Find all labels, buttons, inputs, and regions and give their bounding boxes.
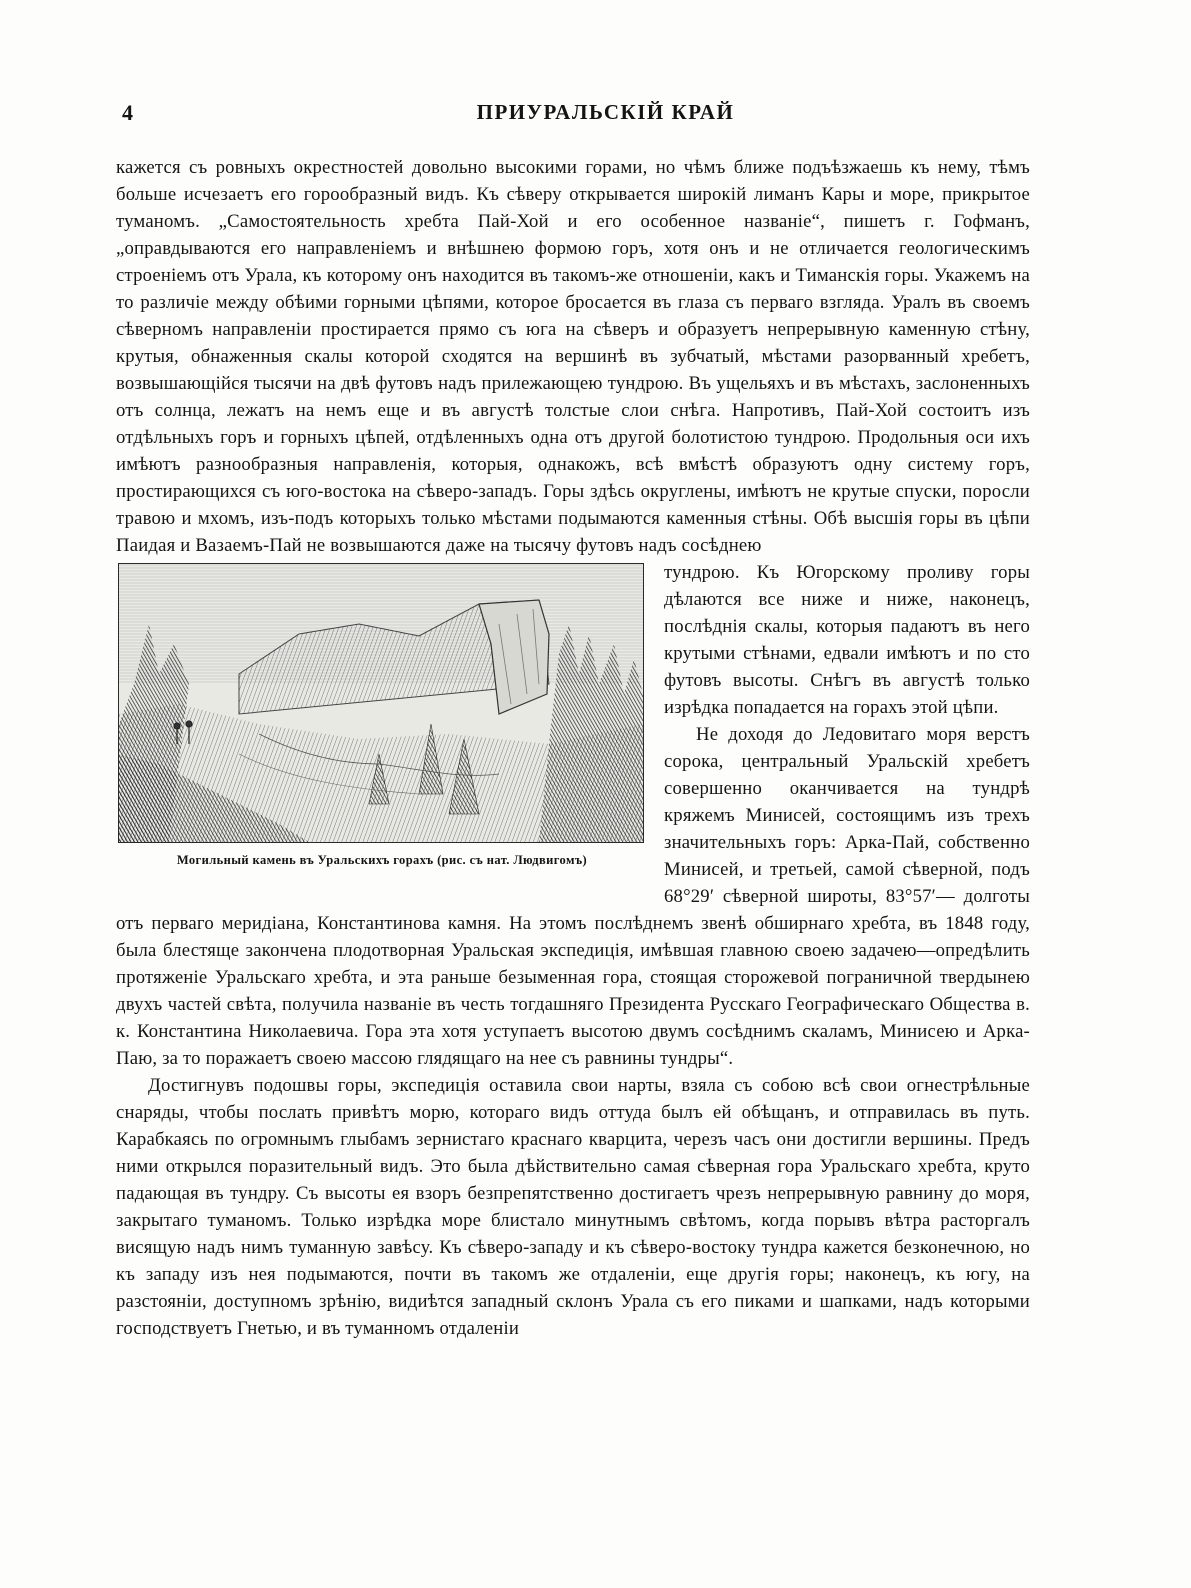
paragraph-1-text-a: кажется съ ровныхъ окрестностей довольно высокими горами, но чѣмъ ближе подъѣзжаешь къ нему, тѣмъ больше исчезаетъ его горообразный видъ. Къ сѣверу открывается широкiй лиманъ Кары и море, прикрытое туманомъ. „Самостоятельность хребта Пай-Хой и его особенное названiе“, пишетъ г. Гофманъ, „оправдываются его направленiемъ и внѣшнею формою горъ, хотя онъ и не отличается геологическимъ строенiемъ отъ Урала, къ которому онъ находится въ такомъ-же отношенiи, какъ и Тиманскiя горы. Укажемъ на то различiе между обѣими горными цѣпями, которое бросается въ глаза съ перваго взгляда. Уралъ въ своемъ сѣверномъ направленiи простирается прямо съ юга на сѣверъ и образуетъ непрерывную каменную стѣну, крутыя, обнаженныя скалы которой сходятся на вершинѣ въ зубчатый, мѣстами разорванный хребетъ, возвышающiйся тысячи на двѣ футовъ надъ прилежающею тундрою. Въ ущельяхъ и въ мѣстахъ, заслоненныхъ отъ солнца, лежатъ на немъ еще и въ августѣ толстые слои снѣга. Напротивъ, Пай-Хой состоитъ изъ отдѣльныхъ горъ и горныхъ цѣпей, отдѣленныхъ одна отъ другой болотистою тундрою. Продольныя оси ихъ имѣютъ разнообразныя направленiя, которыя, однакожъ, всѣ вмѣстѣ образуютъ одну систему горъ, простирающихся съ юго-востока на сѣверо-западъ. Горы здѣсь округлены, имѣютъ не крутые спуски, поросли травою и мхомъ, изъ-подъ которыхъ только мѣстами подымаются каменныя стѣны. Обѣ высшiя горы въ цѣпи Паидая и Вазаемъ-Пай не возвышаются даже на тысячу футовъ надъ сосѣднею bbox=[116, 157, 1030, 556]
figure-caption: Могильный камень въ Уральскихъ горахъ (рис. съ нат. Людвигомъ) bbox=[176, 853, 588, 867]
paragraph-1-text-b: тундрою. Къ Югорскому проливу горы дѣлаются все ниже и ниже, наконецъ, послѣднiя скалы, которыя падаютъ въ него крутыми стѣнами, едвали имѣютъ и по сто футовъ высоты. Снѣгъ въ августѣ только изрѣдка попадается на горахъ этой цѣпи. bbox=[664, 562, 1030, 718]
page-number: 4 bbox=[122, 100, 133, 125]
page-body bbox=[116, 154, 1030, 1342]
paragraph-2-text: Не доходя до Ледовитаго моря верстъ сорока, центральный Уральскiй хребетъ совершенно оканчивается на тундрѣ кряжемъ Минисей, состоящимъ изъ трехъ значительныхъ горъ: Арка-Пай, собственно Минисей, и третьей, самой сѣверной, подъ 68°29′ сѣверной широты, 83°57′— долготы отъ перваго меридiана, Константинова камня. На этомъ послѣднемъ звенѣ обширнаго хребта, въ 1848 году, была блестяще закончена плодотворная Уральская экспедицiя, имѣвшая главною своею задачею—опредѣлить протяженiе Уральскаго хребта, и эта раньше безыменная гора, стоящая сторожевой пограничной твердынею двухъ частей свѣта, получила названiе въ честь тогдашняго Президента Русскаго Географическаго Общества в. к. Константина Николаевича. Гора эта хотя уступаетъ высотою двумъ сосѣднимъ скаламъ, Минисею и Арка-Паю, за то поражаетъ своею массою глядящаго на нее съ равнины тундры“. bbox=[116, 724, 1030, 1069]
paragraph-1 bbox=[116, 154, 1030, 559]
engraving-svg bbox=[119, 564, 643, 842]
page-header bbox=[122, 100, 1049, 134]
running-title: ПРИУРАЛЬСКIЙ КРАЙ bbox=[476, 100, 735, 124]
figure bbox=[116, 563, 648, 881]
engraving-mountain-illustration bbox=[118, 563, 644, 843]
paragraph-3: Достигнувъ подошвы горы, экспедицiя оставила свои нарты, взяла съ собою всѣ свои огнестрѣльные снаряды, чтобы послать привѣтъ морю, котораго видъ оттуда былъ ей обѣщанъ, и отправилась въ путь. Карабкаясь по огромнымъ глыбамъ зернистаго краснаго кварцита, черезъ часъ они достигли вершины. Предъ ними открылся поразительный видъ. Это была дѣйствительно самая сѣверная гора Уральскаго хребта, круто падающая въ тундру. Съ высоты ея взоръ безпрепятственно достигаетъ чрезъ непрерывную равнину до моря, закрытаго туманомъ. Только изрѣдка море блистало минутнымъ свѣтомъ, когда порывъ вѣтра расторгалъ висящую надъ нимъ туманную завѣсу. Къ сѣверо-западу и къ сѣверо-востоку тундра кажется безконечною, но къ западу изъ нея подымаются, почти въ такомъ же отдаленiи, еще другiя горы; наконецъ, къ югу, на разстоянiи, доступномъ зрѣнiю, видиѣтся западный склонъ Урала съ его пиками и шапками, надъ которыми господствуетъ Гнетью, и въ туманномъ отдаленiи bbox=[116, 1075, 1030, 1339]
